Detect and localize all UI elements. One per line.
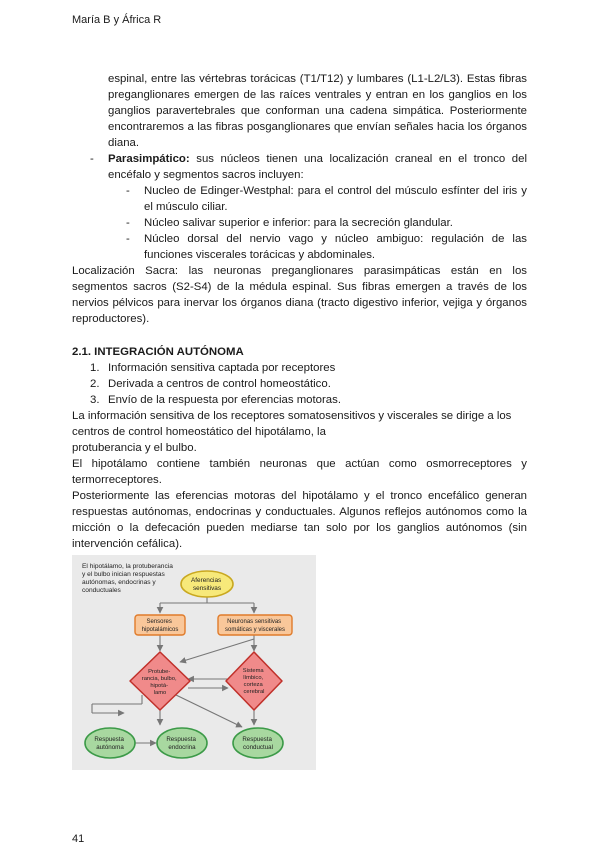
autonomic-integration-diagram <box>72 555 316 770</box>
page-number: 41 <box>72 833 85 845</box>
bullet-mark: - <box>126 217 130 229</box>
autonomic-response-label: Respuesta autónoma <box>94 736 124 751</box>
diagram-caption: El hipotálamo, la protuberancia y el bulbo inician respuestas autónomas, endocrinas y conductuales <box>82 563 173 594</box>
paragraph: La información sensitiva de los receptores somatosensitivos y viscerales se dirige a los centros de control homeostático del hipotálamo, la <box>72 410 512 438</box>
nucleus-item-text: Núcleo dorsal del nervio vago y núcleo ambiguo: regulación de las funciones viscerales torácicas y abdominales. <box>144 233 527 261</box>
hypothalamic-sensors-label: Sensores hipotalámicos <box>141 619 179 633</box>
intro-continued-paragraph: espinal, entre las vértebras torácicas (T1/T12) y lumbares (L1-L2/L3). Estas fibras preganglionares emergen de las raíces ventrales y entran en los ganglios en los ganglios paravertebrales que conforman una cadena simpática. Posteriormente encontraremos a las fibras posganglionares que envían señales hacia los órganos diana. <box>108 73 527 149</box>
step-number: 3. <box>90 394 100 406</box>
paragraph: El hipotálamo contiene también neuronas que actúan como osmorreceptores y termorreceptores. <box>72 458 527 486</box>
nucleus-item <box>72 183 527 215</box>
step-item <box>72 376 527 392</box>
arrow <box>180 639 254 662</box>
bullet-mark: - <box>126 233 130 245</box>
limbic-system-label: Sistema límbico, corteza cerebral <box>242 668 265 695</box>
parasympathetic-text: sus núcleos tienen una localización craneal en el tronco del encéfalo y segmentos sacros incluyen: <box>108 153 527 181</box>
step-text: Derivada a centros de control homeostático. <box>108 378 331 390</box>
nucleus-item <box>72 215 527 231</box>
arrow <box>176 695 242 727</box>
behavioral-response-node <box>233 728 283 758</box>
page-header-author: María B y África R <box>72 14 162 26</box>
sacral-paragraph: Localización Sacra: las neuronas preganglionares parasimpáticas están en los segmentos sacros (S2-S4) de la médula espinal. Sus fibras emergen a través de los nervios pélvicos para inervar los órganos diana (tracto digestivo inferior, vejiga y órganos reproductores). <box>72 265 527 325</box>
autonomic-response-node <box>85 728 135 758</box>
paragraph: Posteriormente las eferencias motoras del hipotálamo y el tronco encefálico generan respuestas autónomas, endocrinas y conductuales. Algunos reflejos autónomos como la micción o la defecación pueden mediarse tan solo por los ganglios autónomos (sin intervención cefálica). <box>72 490 527 550</box>
step-item <box>72 360 527 376</box>
nucleus-item <box>72 231 527 263</box>
nucleus-item-text: Nucleo de Edinger-Westphal: para el control del músculo esfínter del iris y el músculo ciliar. <box>144 185 527 213</box>
afferent-label: Aferencias sensitivas <box>191 577 222 592</box>
sensory-neurons-label: Neuronas sensitivas somáticas y viscerales <box>224 619 286 633</box>
step-text: Información sensitiva captada por receptores <box>108 362 336 374</box>
nucleus-item-text: Núcleo salivar superior e inferior: para la secreción glandular. <box>144 217 453 229</box>
diagram-svg <box>72 555 316 770</box>
endocrine-response-label: Respuesta endocrina <box>166 736 196 751</box>
afferent-node <box>181 571 233 597</box>
step-number: 2. <box>90 378 100 390</box>
brainstem-hypothalamus-label: Protube- rancia, bulbo, hipotá- lamo <box>141 669 177 696</box>
bullet-mark: - <box>90 153 94 165</box>
step-number: 1. <box>90 362 100 374</box>
limbic-system-node <box>226 652 282 710</box>
endocrine-response-node <box>157 728 207 758</box>
step-text: Envío de la respuesta por eferencias motoras. <box>108 394 342 406</box>
parasympathetic-bullet <box>72 151 527 183</box>
parasympathetic-label: Parasimpático: <box>108 153 190 165</box>
bullet-mark: - <box>126 185 130 197</box>
paragraph: protuberancia y el bulbo. <box>72 442 197 454</box>
behavioral-response-label: Respuesta conductual <box>242 736 273 751</box>
page-body <box>72 71 527 552</box>
section-heading: 2.1. INTEGRACIÓN AUTÓNOMA <box>72 346 244 358</box>
step-item <box>72 392 527 408</box>
